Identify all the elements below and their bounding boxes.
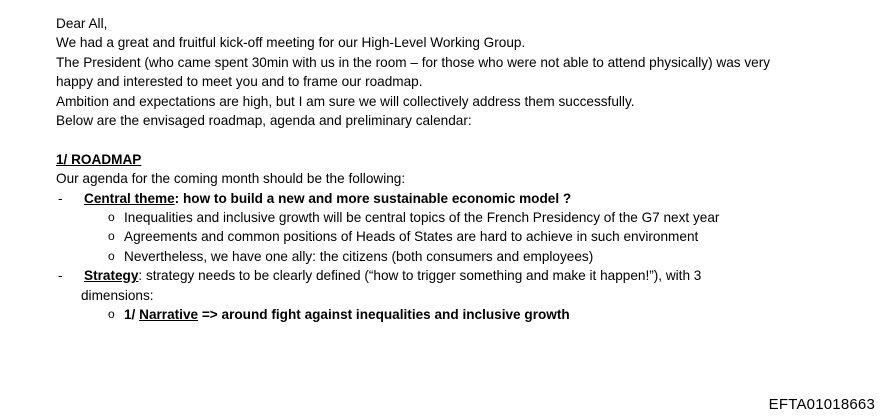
central-theme-item: [56, 189, 856, 208]
central-theme-point-text: Agreements and common positions of Heads of States are hard to achieve in such environment: [124, 229, 699, 245]
bullet-marker: o: [108, 229, 115, 244]
central-theme-point: [56, 227, 856, 246]
central-theme-title: : how to build a new and more sustainable economic model ?: [174, 190, 572, 206]
email-body: [56, 14, 856, 324]
central-theme-point-text: Inequalities and inclusive growth will be central topics of the French Presidency of the G7 next year: [124, 210, 720, 226]
central-theme-point: [56, 208, 856, 227]
strategy-point-prefix: 1/: [124, 307, 140, 323]
strategy-text-continued: dimensions:: [81, 287, 154, 303]
dash-marker: -: [58, 268, 63, 284]
roadmap-lead: Our agenda for the coming month should be the following:: [56, 171, 406, 187]
intro-line-5: Below are the envisaged roadmap, agenda and preliminary calendar:: [56, 113, 472, 129]
spacer: [56, 130, 856, 149]
strategy-point-label: Narrative: [139, 307, 199, 323]
dash-marker: -: [58, 190, 63, 206]
strategy-text: : strategy needs to be clearly defined (“how to trigger something and make it happen!”), with 3: [138, 268, 702, 284]
roadmap-heading: 1/ ROADMAP: [56, 151, 142, 167]
strategy-point: [56, 305, 856, 324]
intro-line-3: happy and interested to meet you and to frame our roadmap.: [56, 74, 423, 90]
bullet-marker: o: [108, 210, 115, 225]
bullet-marker: o: [108, 307, 115, 322]
strategy-item: [56, 266, 856, 305]
bullet-marker: o: [108, 248, 115, 263]
central-theme-label: Central theme: [84, 190, 175, 206]
intro-line-1: We had a great and fruitful kick-off meeting for our High-Level Working Group.: [56, 35, 526, 51]
central-theme-point-text: Nevertheless, we have one ally: the citizens (both consumers and employees): [124, 248, 594, 264]
intro-line-2: The President (who came spent 30min with us in the room – for those who were not able to attend physically) was very: [56, 54, 771, 70]
strategy-label: Strategy: [84, 268, 139, 284]
central-theme-point: [56, 247, 856, 266]
greeting: Dear All,: [56, 16, 108, 31]
intro-line-4: Ambition and expectations are high, but I am sure we will collectively address them successfully.: [56, 93, 635, 109]
strategy-point-text: => around fight against inequalities and inclusive growth: [198, 307, 570, 323]
document-id: EFTA01018663: [768, 396, 875, 413]
